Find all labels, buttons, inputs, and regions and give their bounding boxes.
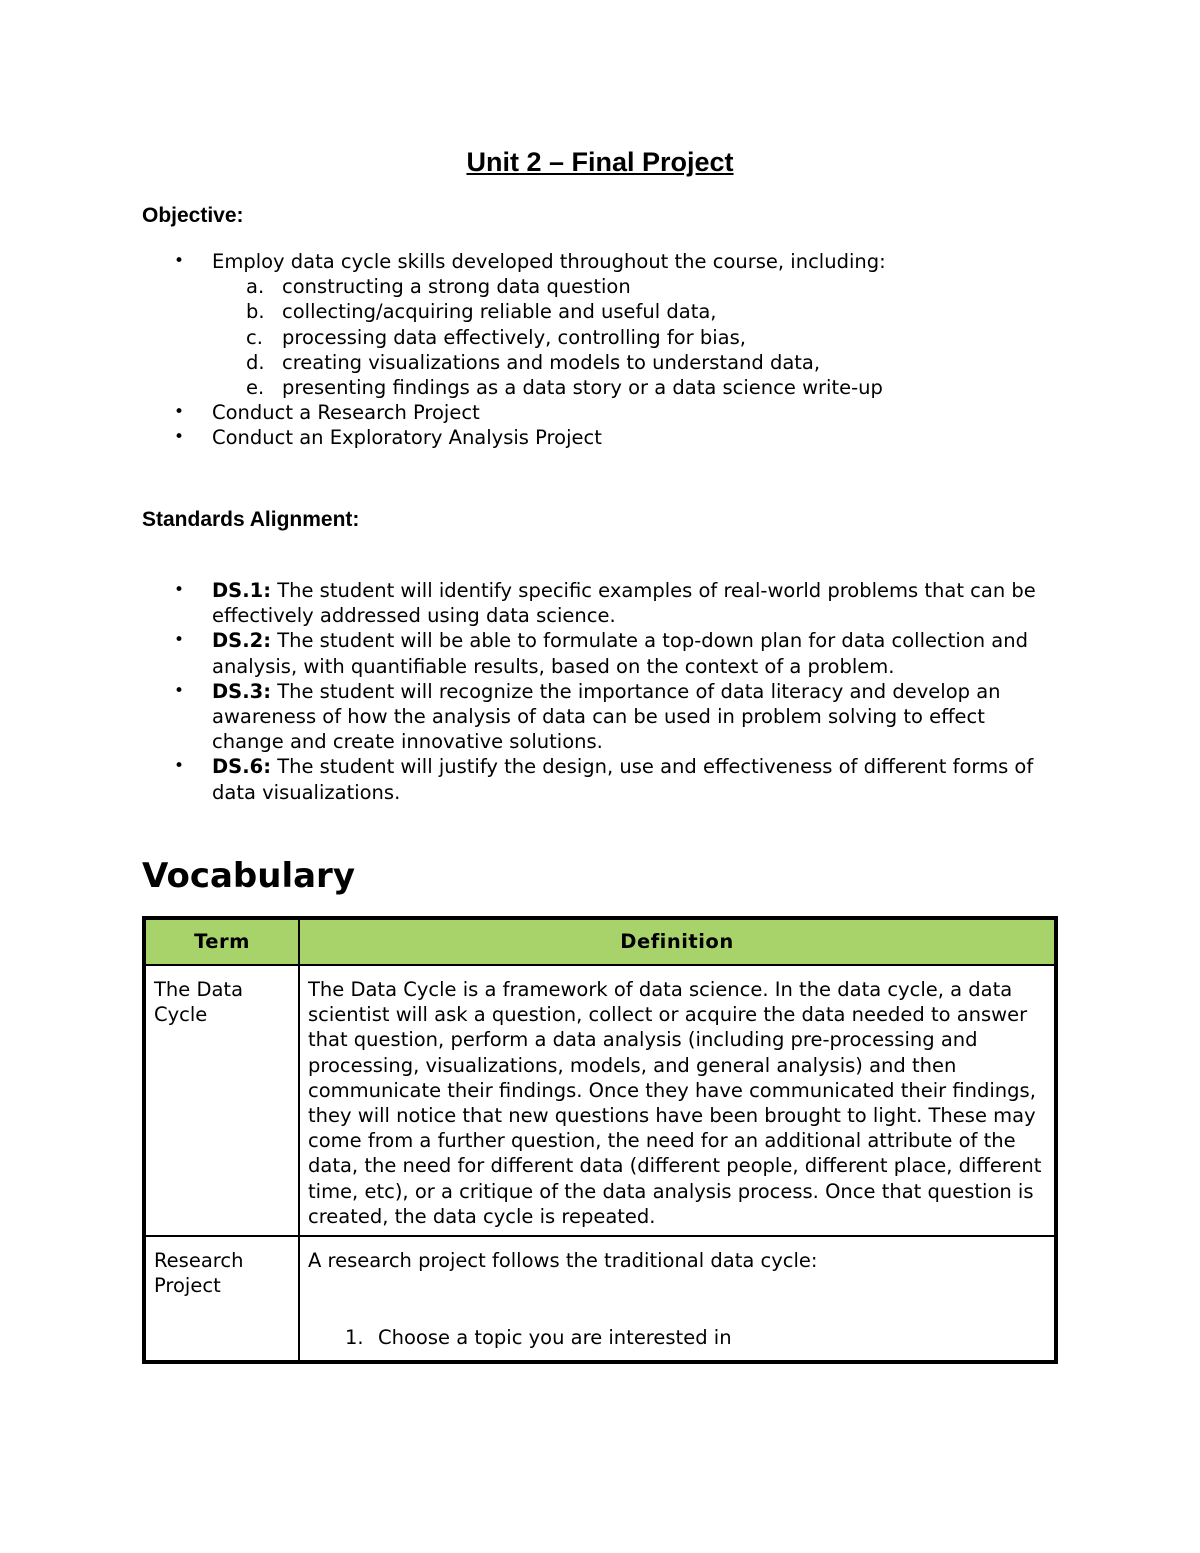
- standard-code: DS.6:: [212, 755, 272, 779]
- objective-sublist: [212, 274, 1058, 400]
- list-item: [142, 249, 1058, 400]
- column-header-definition: Definition: [299, 918, 1056, 965]
- table-row: [144, 1236, 1056, 1362]
- vocabulary-heading: Vocabulary: [142, 856, 355, 896]
- bullet-icon: •: [174, 756, 185, 777]
- bullet-icon: •: [174, 580, 185, 600]
- definition-cell: The Data Cycle is a framework of data science. In the data cycle, a data scientist will ask a question, collect or acquire the data needed to answer that question, perform a data analysis (including pre-processing and processing, visualizations, models, and general analysis) and then communicate their findings. Once they have communicated their findings, they will notice that new questions have been brought to light. These may come from a further question, the need for an additional attribute of the data, the need for different data (different people, different place, different time, etc), or a critique of the data analysis process. Once that question is created, the data cycle is repeated.: [299, 965, 1056, 1236]
- sublist-marker: a.: [246, 275, 265, 299]
- table-header-row: [144, 918, 1056, 965]
- table-row: [144, 965, 1056, 1236]
- list-item: [142, 425, 1058, 450]
- bullet-icon: •: [174, 251, 185, 271]
- sublist-text: creating visualizations and models to understand data,: [282, 350, 821, 374]
- list-item: [212, 350, 1058, 375]
- step-text: Choose a topic you are interested in: [378, 1326, 732, 1350]
- sublist-marker: c.: [246, 325, 263, 349]
- list-item: [142, 628, 1058, 678]
- standard-code: DS.2:: [212, 629, 272, 653]
- standards-heading: Standards Alignment:: [142, 508, 360, 531]
- objective-heading: Objective:: [142, 204, 244, 227]
- standard-text: The student will be able to formulate a top-down plan for data collection and analysis, with quantifiable results, based on the context of a problem.: [212, 629, 1028, 678]
- bullet-icon: •: [174, 680, 185, 701]
- list-item: [212, 375, 1058, 400]
- standard-text: The student will identify specific examples of real-world problems that can be effectively addressed using data science.: [212, 579, 1036, 628]
- list-item: [142, 578, 1058, 628]
- objective-item-text: Conduct a Research Project: [212, 401, 480, 425]
- spacer: [308, 1273, 1046, 1325]
- list-item: [308, 1325, 1046, 1350]
- sublist-marker: b.: [246, 300, 265, 324]
- list-item: [142, 754, 1058, 804]
- column-header-term: Term: [144, 918, 299, 965]
- sublist-marker: d.: [246, 350, 265, 374]
- list-item: [142, 400, 1058, 425]
- bullet-icon: •: [174, 427, 185, 448]
- list-item: [142, 679, 1058, 755]
- step-marker: 1.: [345, 1326, 364, 1350]
- page-title: Unit 2 – Final Project: [466, 147, 734, 177]
- objective-list: [142, 249, 1058, 451]
- bullet-icon: •: [174, 402, 185, 423]
- bullet-icon: •: [174, 630, 185, 651]
- list-item: [212, 274, 1058, 299]
- standards-list: [142, 578, 1058, 805]
- objective-item-text: Conduct an Exploratory Analysis Project: [212, 426, 602, 450]
- sublist-text: presenting findings as a data story or a data science write-up: [282, 376, 883, 400]
- definition-cell: [299, 1236, 1056, 1362]
- vocabulary-table: [142, 916, 1058, 1364]
- sublist-text: constructing a strong data question: [282, 275, 631, 299]
- sublist-text: processing data effectively, controlling for bias,: [282, 325, 746, 349]
- objective-item-text: Employ data cycle skills developed throughout the course, including:: [212, 250, 886, 273]
- term-cell: The Data Cycle: [144, 965, 299, 1236]
- list-item: [212, 299, 1058, 324]
- list-item: [212, 325, 1058, 350]
- standard-text: The student will justify the design, use and effectiveness of different forms of data visualizations.: [212, 755, 1034, 804]
- sublist-text: collecting/acquiring reliable and useful data,: [282, 300, 717, 324]
- standard-text: The student will recognize the importance of data literacy and develop an awareness of how the analysis of data can be used in problem solving to effect change and create innovative solutions.: [212, 679, 1001, 754]
- standard-code: DS.3:: [212, 679, 272, 703]
- steps-list: [308, 1325, 1046, 1350]
- term-cell: Research Project: [144, 1236, 299, 1362]
- sublist-marker: e.: [246, 376, 265, 400]
- standard-code: DS.1:: [212, 579, 272, 602]
- definition-intro: A research project follows the traditional data cycle:: [308, 1249, 818, 1273]
